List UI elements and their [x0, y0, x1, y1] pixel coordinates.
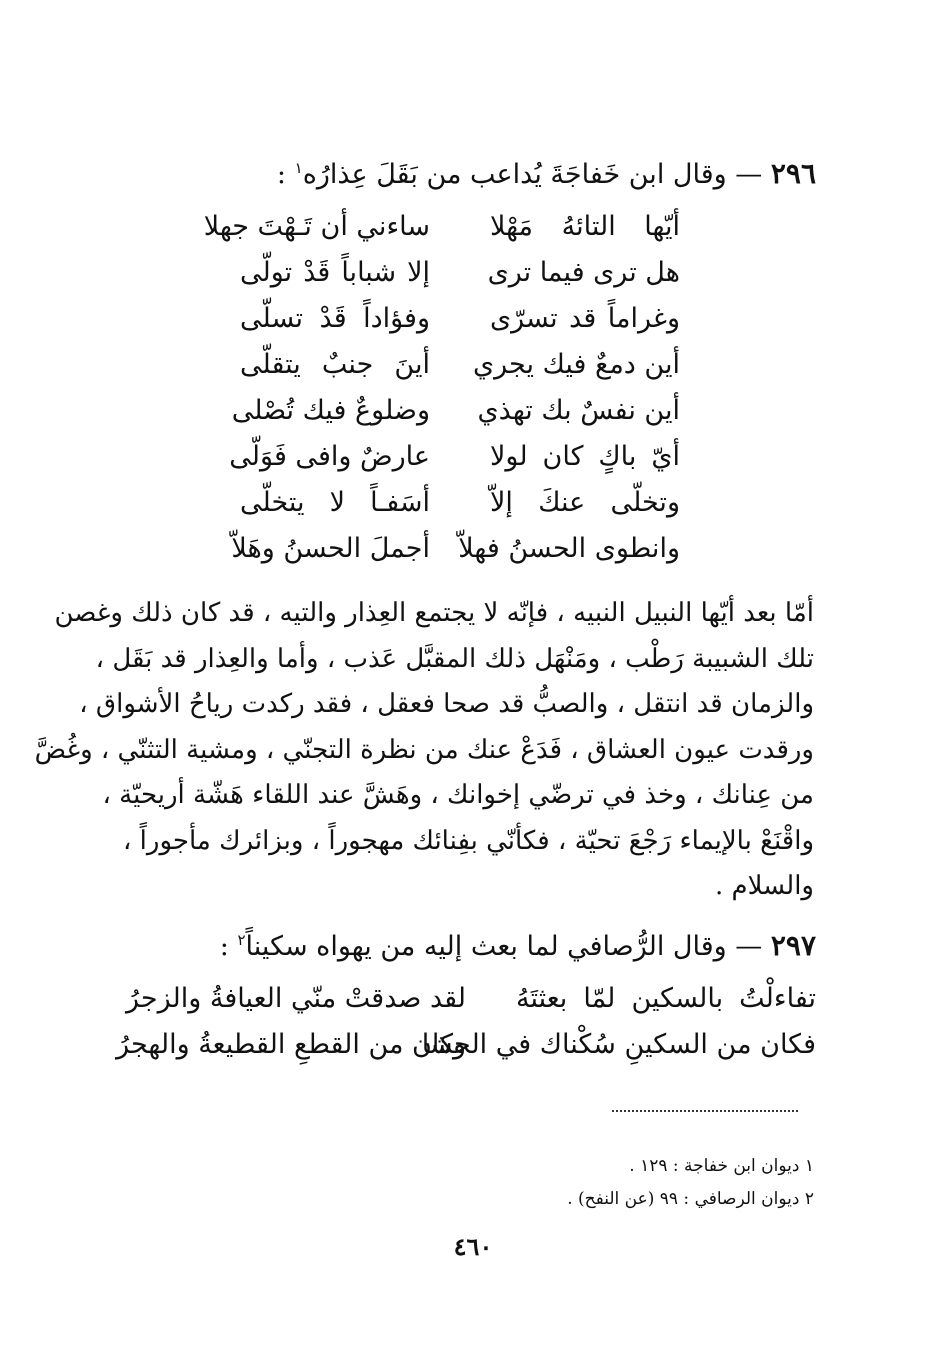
second-hemistich: لقد صدقتْ منّي العيافةُ والزجرُ [126, 983, 466, 1014]
second-hemistich: ساءني أن تَـهْتَ جهلا [203, 211, 430, 242]
second-hemistich: أينَ جنبٌ يتقلّى [240, 349, 430, 380]
prose-line: ورقدت عيون العشاق ، فَدَعْ عنك من نظرة التجنّي ، ومشية التثنّي ، وغُضَّ [34, 734, 814, 765]
footnotes [314, 1150, 814, 1216]
verse [126, 976, 816, 1022]
footnote-2: ٢ ديوان الرصافي : ٩٩ (عن النفح) . [567, 1189, 814, 1209]
section-colon: : [219, 931, 229, 962]
footnote-ref: ٢ [237, 931, 246, 949]
page-number: ٤٦٠ [453, 1232, 493, 1261]
second-hemistich: وفؤاداً قَدْ تسلّى [240, 303, 430, 334]
section-297-heading [116, 922, 816, 965]
verse [203, 204, 680, 250]
first-hemistich: أين دمعٌ فيك يجري [473, 349, 680, 380]
verse [231, 388, 680, 434]
prose-line: والسلام . [714, 871, 814, 901]
second-hemistich: عارضٌ وافى فَوَلّى [229, 441, 430, 472]
section-number: ٢٩٦ [770, 157, 816, 190]
first-hemistich: وغراماً قد تسرّى [490, 303, 680, 334]
section-number: ٢٩٧ [770, 929, 816, 962]
verse [116, 1022, 816, 1068]
poem-296 [203, 204, 680, 572]
first-hemistich: أين نفسٌ بك تهذي [477, 395, 680, 426]
prose-line: والزمان قد انتقل ، والصبُّ قد صحا فعقل ، فقد ركدت رياحُ الأشواق ، [79, 689, 814, 719]
section-colon: : [276, 159, 287, 190]
first-hemistich: وانطوى الحسنُ فهلاّ [458, 533, 680, 564]
section-intro: — وقال الرُّصافي لما بعث إليه من يهواه سكيناً [245, 931, 763, 962]
verse [229, 434, 680, 480]
section-intro: — وقال ابن خَفاجَةَ يُداعب من بَقَلَ عِذارُه [302, 159, 763, 190]
verse [240, 296, 680, 342]
second-hemistich: إلا شباباً قَدْ تولّى [240, 257, 430, 288]
prose-line: واقْنَعْ بالإيماء رَجْعَ تحيّة ، فكأنّي بفِنائك مهجوراً ، وبزائرك مأجوراً ، [123, 825, 814, 856]
footnote-1: ١ ديوان ابن خفاجة : ١٢٩ . [629, 1156, 814, 1176]
first-hemistich: تفاءلْتُ بالسكين لمّا بعثتَهُ [516, 983, 816, 1014]
footnote-ref: ١ [294, 159, 303, 177]
verse [240, 480, 680, 526]
footnote-divider [612, 1110, 798, 1112]
prose-line: أمّا بعد أيّها النبيل النبيه ، فإنّه لا يجتمع العِذار والتيه ، قد كان ذلك وغصن [54, 598, 814, 628]
verse [231, 526, 680, 572]
verse [240, 250, 680, 296]
verse [240, 342, 680, 388]
poem-297 [116, 976, 816, 1068]
prose-line: تلك الشبيبة رَطْب ، ومَنْهَل ذلك المقبَّل عَذب ، وأما والعِذار قد بَقَل ، [95, 643, 814, 674]
second-hemistich: وضلوعٌ فيك تُصْلى [231, 395, 430, 426]
second-hemistich: أسَفـاً لا يتخلّى [240, 487, 430, 518]
second-hemistich: وكان من القطعِ القطيعةُ والهجرُ [116, 1029, 466, 1060]
prose-paragraph [34, 591, 814, 910]
first-hemistich: وتخلّى عنكَ إلاّ [490, 487, 680, 518]
section-296-heading [116, 150, 816, 193]
first-hemistich: أيّ باكٍ كان لولا [490, 441, 680, 472]
prose-line: من عِنانك ، وخذ في ترضّي إخوانك ، وهَشَّ عند اللقاء هَشّة أريحيّة ، [102, 780, 814, 810]
first-hemistich: هل ترى فيما ترى [487, 257, 680, 288]
first-hemistich: فكان من السكينِ سُكْناك في الحشا [421, 1029, 816, 1060]
first-hemistich: أيّها التائهُ مَهْلا [490, 211, 680, 242]
second-hemistich: أجملَ الحسنُ وهَلاّ [231, 533, 430, 564]
